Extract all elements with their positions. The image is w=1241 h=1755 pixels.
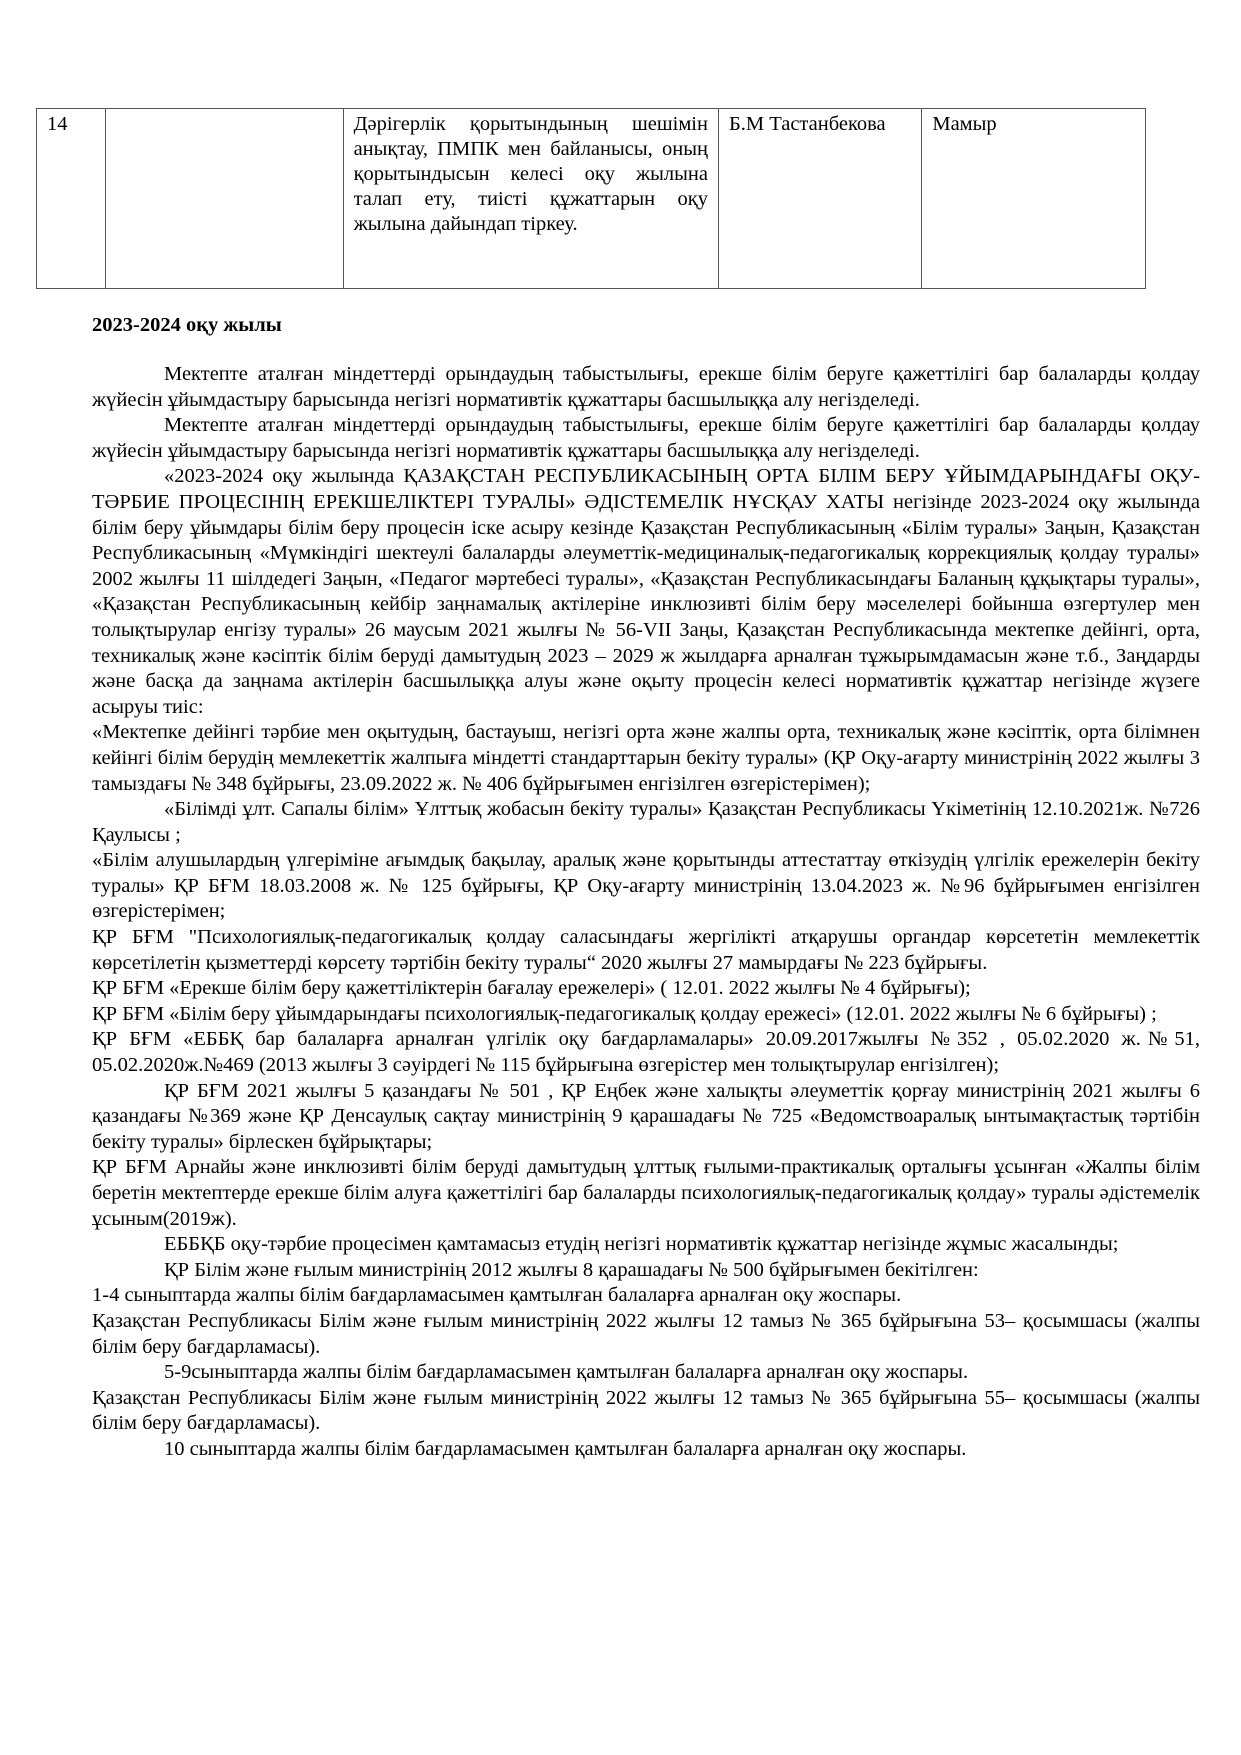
responsible-cell: Б.М Тастанбекова (718, 109, 921, 289)
paragraph: ҚР БҒМ «Білім беру ұйымдарындағы психологиялық-педагогикалық қолдау ережесі» (12.01. 2022 жылғы № 6 бұйрығы) ; (92, 1002, 1157, 1025)
paragraph: «Білімді ұлт. Сапалы білім» Ұлттық жобасын бекіту туралы» Қазақстан Республикасы Үкіметінің 12.10.2021ж. №726 Қаулысы ; (92, 798, 1200, 846)
body-text (92, 362, 1200, 1463)
paragraph: Қазақстан Республикасы Білім және ғылым министрінің 2022 жылғы 12 тамыз № 365 бұйрығына 55– қосымшасы (жалпы білім беру бағдарламасы). (92, 1386, 1200, 1435)
paragraph: ҚР БҒМ «ЕББҚ бар балаларға арналған үлгілік оқу бағдарламалары» 20.09.2017жылғы №352 , 05.02.2020 ж.№51, 05.02.2020ж.№469 (2013 жылғы 3 сәуірдегі № 115 бұйрығына өзгерістер мен толықтырулар енгізілген); (92, 1028, 1200, 1077)
paragraph: ҚР БҒМ "Психологиялық-педагогикалық қолдау саласындағы жергілікті атқарушы органдар көрсететін мемлекеттік көрсетілетін қызметтерді көрсету тәртібін бекіту туралы“ 2020 жылғы 27 мамырдағы № 223 бұйрығы. (92, 926, 1200, 974)
paragraph: ҚР БҒМ 2021 жылғы 5 қазандағы № 501 , ҚР Еңбек және халықты әлеуметтік қорғау министрінің 2021 жылғы 6 қазандағы №369 және ҚР Денсаулық сақтау министрінің 9 қарашадағы № 725 «Ведомствоаралық ынтымақтастық тәртібін бекіту туралы» бірлескен бұйрықтары; (92, 1079, 1200, 1153)
plan-table (36, 108, 1146, 289)
row-number-cell: 14 (37, 109, 106, 289)
paragraph: 1-4 сыныптарда жалпы білім бағдарламасымен қамтылған балаларға арналған оқу жоспары. (92, 1284, 902, 1307)
paragraph: «2023-2024 оқу жылында ҚАЗАҚСТАН РЕСПУБЛИКАСЫНЫҢ ОРТА БІЛІМ БЕРУ ҰЙЫМДАРЫНДАҒЫ ОҚУ-ТӘРБИЕ ПРОЦЕСІНІҢ ЕРЕКШЕЛІКТЕРІ ТУРАЛЫ» ӘДІСТЕМЕЛІК НҰСҚАУ ХАТЫ негізінде 2023-2024 оқу жылында білім беру ұйымдары білім беру процесін іске асыру кезінде Қазақстан Республикасының «Білім туралы» Заңын, Қазақстан Республикасының «Мүмкіндігі шектеулі балаларды әлеуметтік-медициналық-педагогикалық коррекциялық қолдау туралы» 2002 жылғы 11 шілдедегі Заңын, «Педагог мәртебесі туралы», «Қазақстан Республикасындағы Баланың құқықтары туралы», «Қазақстан Республикасының кейбір заңнамалық актілеріне инклюзивті білім беру мәселелері бойынша өзгертулер мен толықтырулар енгізу туралы» 26 маусым 2021 жылғы № 56-VII Заңы, Қазақстан Республикасында мектепке дейінгі, орта, техникалық және кәсіптік білім беруді дамытудың 2023 – 2029 ж жылдарға арналған тұжырымдамасын және т.б., Заңдарды және басқа да заңнама актілерін басшылыққа алуы және оқыту процесін келесі нормативтік құжаттар негізінде жүзеге асыруы тиіс: (92, 465, 1200, 718)
paragraph: ҚР БҒМ «Ерекше білім беру қажеттіліктерін бағалау ережелері» ( 12.01. 2022 жылғы № 4 бұйрығы); (92, 977, 971, 1000)
paragraph: Мектепте аталған міндеттерді орындаудың табыстылығы, ерекше білім беруге қажеттілігі бар балаларды қолдау жүйесін ұйымдастыру барысында негізгі нормативтік құжаттары басшылыққа алу негізделеді. (92, 363, 1200, 411)
task-cell: Дәрігерлік қорытындының шешімін анықтау, ПМПК мен байланысы, оның қорытындысын келесі оқу жылына талап ету, тиісті құжаттарын оқу жылына дайындап тіркеу. (343, 109, 718, 289)
paragraph: «Білім алушылардың үлгеріміне ағымдық бақылау, аралық және қорытынды аттестаттау өткізудің үлгілік ережелерін бекіту туралы» ҚР БҒМ 18.03.2008 ж. № 125 бұйрығы, ҚР Оқу-ағарту министрінің 13.04.2023 ж. №96 бұйрығымен енгізілген өзгерістерімен; (92, 849, 1200, 923)
month-cell: Мамыр (922, 109, 1146, 289)
paragraph: Қазақстан Республикасы Білім және ғылым министрінің 2022 жылғы 12 тамыз № 365 бұйрығына 53– қосымшасы (жалпы білім беру бағдарламасы). (92, 1309, 1200, 1358)
paragraph: Мектепте аталған міндеттерді орындаудың табыстылығы, ерекше білім беруге қажеттілігі бар балаларды қолдау жүйесін ұйымдастыру барысында негізгі нормативтік құжаттары басшылыққа алу негізделеді. (92, 414, 1200, 462)
paragraph: 10 сыныптарда жалпы білім бағдарламасымен қамтылған балаларға арналған оқу жоспары. (164, 1437, 967, 1460)
paragraph: «Мектепке дейінгі тәрбие мен оқытудың, бастауыш, негізгі орта және жалпы орта, техникалық және кәсіптік, орта білімнен кейінгі білім берудің мемлекеттік жалпыға міндетті стандарттарын бекіту туралы» (ҚР Оқу-ағарту министрінің 2022 жылғы 3 тамыздағы № 348 бұйрығы, 23.09.2022 ж. № 406 бұйрығымен енгізілген өзгерістерімен); (92, 721, 1200, 795)
empty-cell (105, 109, 343, 289)
paragraph: ҚР Білім және ғылым министрінің 2012 жылғы 8 қарашадағы № 500 бұйрығымен бекітілген: (164, 1258, 979, 1281)
paragraph: ҚР БҒМ Арнайы және инклюзивті білім беруді дамытудың ұлттық ғылыми-практикалық орталығы ұсынған «Жалпы білім беретін мектептерде ерекше білім алуға қажеттілігі бар балаларды психологиялық-педагогикалық қолдау» туралы әдістемелік ұсыным(2019ж). (92, 1156, 1200, 1230)
table-row (37, 109, 1146, 289)
paragraph: 5-9сыныптарда жалпы білім бағдарламасымен қамтылған балаларға арналған оқу жоспары. (164, 1361, 969, 1384)
paragraph: ЕББҚБ оқу-тәрбие процесімен қамтамасыз етудің негізгі нормативтік құжаттар негізінде жұмыс жасалынды; (164, 1233, 1119, 1256)
section-heading: 2023-2024 оқу жылы (92, 314, 282, 336)
